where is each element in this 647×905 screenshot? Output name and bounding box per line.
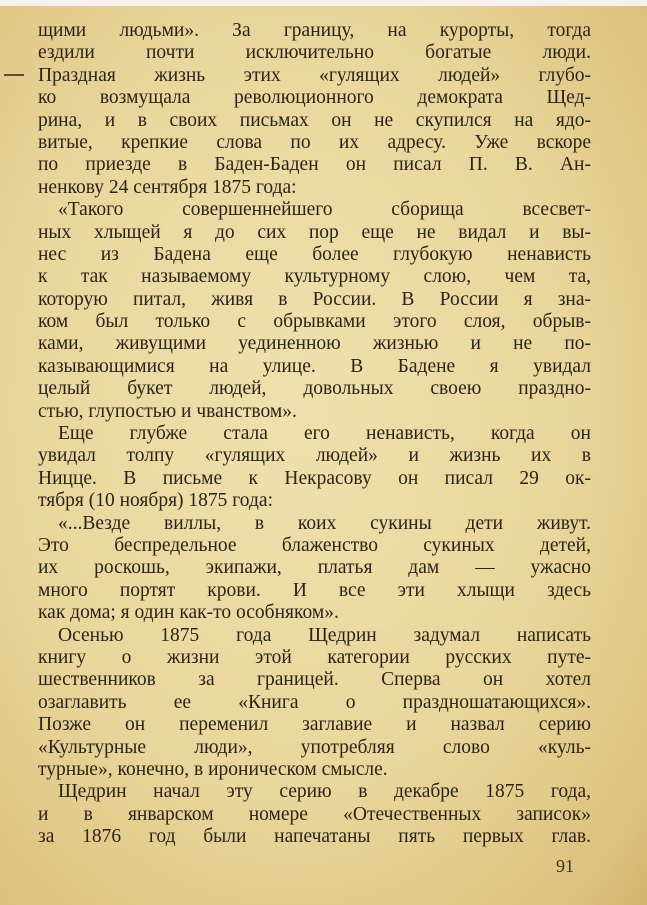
text-line: ездили почти исключительно богатые люди. xyxy=(38,42,591,64)
text-line: Еще глубже стала его ненависть, когда он xyxy=(58,423,591,445)
text-line: ко возмущала революционного демократа Щед- xyxy=(38,87,591,109)
text-line: казывающимися на улице. В Бадене я увидал xyxy=(38,355,591,377)
text-line: за 1876 год были напечатаны пять первых глав. xyxy=(38,826,591,848)
text-line: рина, и в своих письмах он не скупился на ядо- xyxy=(38,109,591,131)
text-line: «...Везде виллы, в коих сукины дети живут. xyxy=(58,512,591,534)
text-line: витые, крепкие слова по их адресу. Уже вскоре xyxy=(38,131,591,153)
text-line: шественников за границей. Сперва он хотел xyxy=(38,669,591,691)
text-line: турные», конечно, в ироническом смысле. xyxy=(38,758,388,780)
text-line: которую питал, живя в России. В России я зна- xyxy=(38,288,591,310)
text-line: Ницце. В письме к Некрасову он писал 29 ок- xyxy=(38,467,591,489)
text-line: и в январском номере «Отечественных записок» xyxy=(38,803,591,825)
text-line: Праздная жизнь этих «гулящих людей» глубо- xyxy=(38,64,591,86)
text-line: увидал толпу «гулящих людей» и жизнь их в xyxy=(38,445,591,467)
text-line: целый букет людей, довольных своею праздно- xyxy=(38,378,591,400)
text-line: ных хлыщей я до сих пор еще не видал и вы- xyxy=(38,221,591,243)
text-line: как дома; я один как-то особняком». xyxy=(38,602,339,624)
text-line: много портят крови. И все эти хлыщи здесь xyxy=(38,579,591,601)
text-line: стью, глупостью и чванством». xyxy=(38,400,297,422)
text-line: ком был только с обрывками этого слоя, обрыв- xyxy=(38,311,591,333)
text-line: Позже он переменил заглавие и назвал серию xyxy=(38,714,591,736)
page-body-text xyxy=(38,20,591,848)
text-line: их роскошь, экипажи, платья дам — ужасно xyxy=(38,557,591,579)
text-line: по приезде в Баден-Баден он писал П. В. Ан- xyxy=(38,154,591,176)
margin-pencil-mark xyxy=(4,74,24,76)
text-line: Осенью 1875 года Щедрин задумал написать xyxy=(58,624,591,646)
text-line: «Такого совершеннейшего сборища всесвет- xyxy=(58,199,591,221)
scan-top-edge xyxy=(0,0,647,6)
text-line: тября (10 ноября) 1875 года: xyxy=(38,490,273,512)
text-line: «Культурные люди», употребляя слово «куль- xyxy=(38,736,591,758)
text-line: ками, живущими уединенною жизнью и не по- xyxy=(38,333,591,355)
text-line: щими людьми». За границу, на курорты, тогда xyxy=(38,20,591,41)
text-line: озаглавить ее «Книга о праздношатающихся». xyxy=(38,691,591,713)
text-line: нес из Бадена еще более глубокую ненависть xyxy=(38,243,591,265)
text-line: книгу о жизни этой категории русских путе- xyxy=(38,646,591,668)
text-line: Щедрин начал эту серию в декабре 1875 года, xyxy=(58,781,591,803)
text-line: ненкову 24 сентября 1875 года: xyxy=(38,176,297,198)
text-line: к так называемому культурному слою, чем та, xyxy=(38,266,591,288)
text-line: Это беспредельное блаженство сукиных детей, xyxy=(38,534,591,556)
page-number: 91 xyxy=(556,856,574,876)
